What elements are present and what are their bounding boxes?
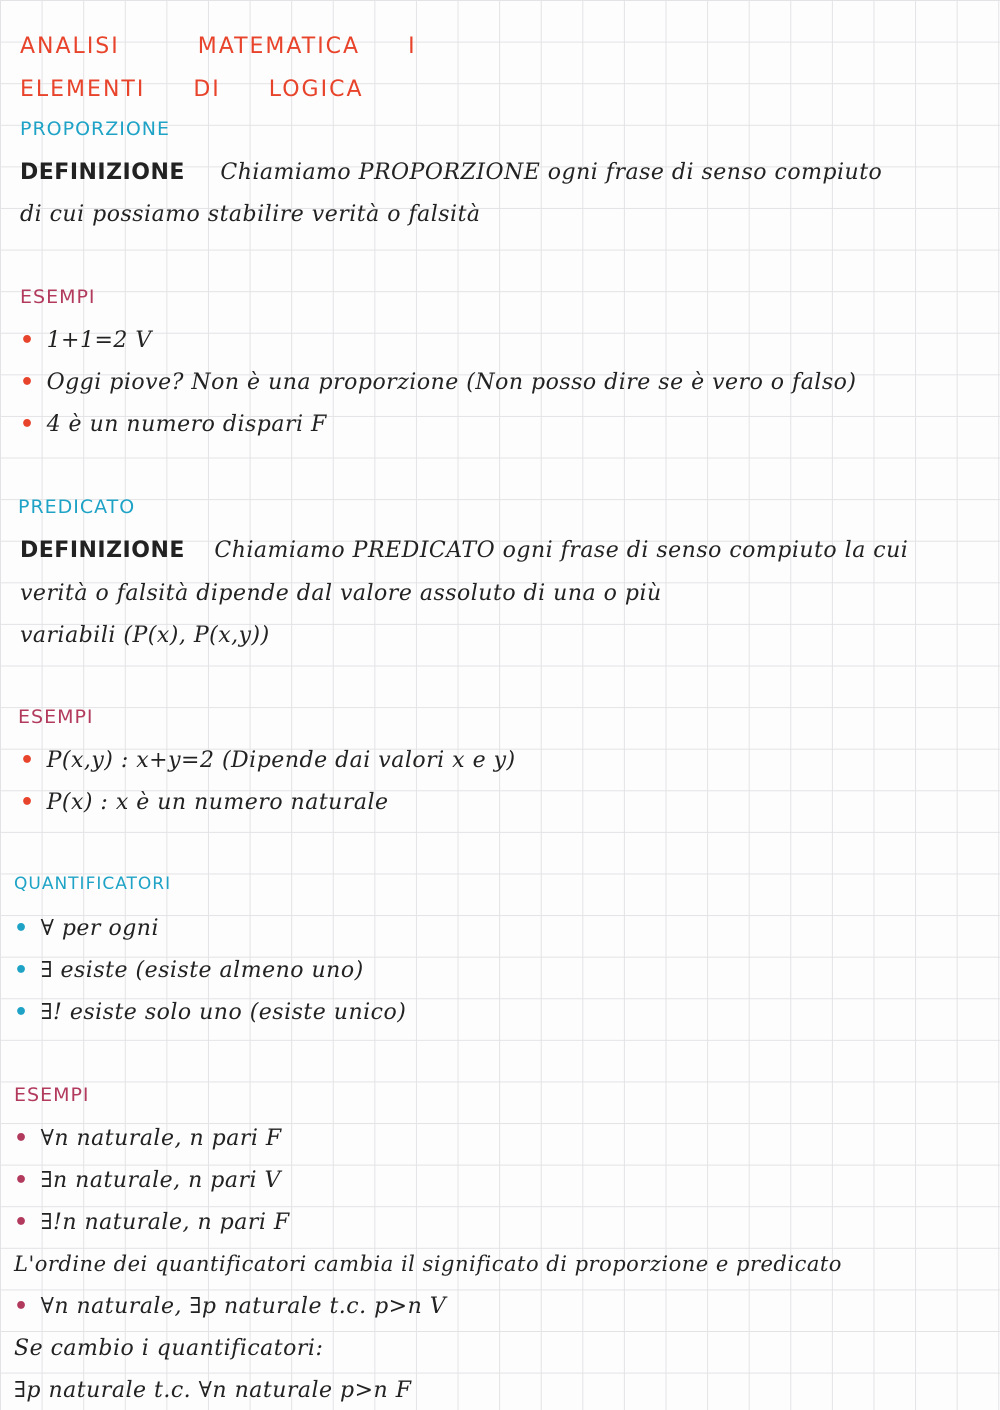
section-heading-proposizione: PROPORZIONE bbox=[20, 118, 171, 140]
bullet-icon: • bbox=[14, 1168, 29, 1193]
section-heading-esempi-2: ESEMPI bbox=[18, 706, 94, 728]
list-item bbox=[20, 792, 389, 814]
subtitle-word-elementi: ELEMENTI bbox=[20, 77, 146, 102]
definition-proposizione-line1 bbox=[20, 162, 882, 184]
list-item-text: ∃n naturale, n pari V bbox=[40, 1168, 281, 1193]
swap-example: ∃p naturale t.c. ∀n naturale p>n F bbox=[14, 1378, 412, 1403]
section-heading-esempi-3: ESEMPI bbox=[14, 1084, 90, 1106]
bullet-icon: • bbox=[20, 748, 35, 773]
list-item-text: P(x) : x è un numero naturale bbox=[46, 790, 389, 815]
bullet-icon: • bbox=[20, 328, 35, 353]
list-item bbox=[14, 1170, 281, 1192]
quantifier-order-note: L'ordine dei quantificatori cambia il significato di proporzione e predicato bbox=[14, 1252, 842, 1276]
list-item bbox=[14, 918, 159, 940]
bullet-icon: • bbox=[14, 958, 29, 983]
bullet-icon: • bbox=[14, 1294, 29, 1319]
section-heading-predicato: PREDICATO bbox=[18, 496, 136, 518]
list-item bbox=[20, 372, 856, 394]
title-word-matematica: MATEMATICA bbox=[197, 34, 361, 59]
list-item bbox=[20, 330, 152, 352]
page-subtitle bbox=[20, 79, 364, 101]
list-item-text: ∃ esiste (esiste almeno uno) bbox=[40, 958, 364, 983]
definition-text: Chiamiamo PROPORZIONE ogni frase di senso compiuto bbox=[220, 160, 883, 185]
list-item-text: 4 è un numero dispari F bbox=[46, 412, 327, 437]
definition-label: DEFINIZIONE bbox=[20, 160, 185, 185]
list-item bbox=[14, 960, 364, 982]
definition-predicato-line1 bbox=[20, 540, 908, 562]
list-item-text: 1+1=2 V bbox=[46, 328, 152, 353]
list-item-text: P(x,y) : x+y=2 (Dipende dai valori x e y) bbox=[46, 748, 516, 773]
section-heading-esempi-1: ESEMPI bbox=[20, 286, 96, 308]
list-item-text: ∀n naturale, ∃p naturale t.c. p>n V bbox=[40, 1294, 447, 1319]
list-item-text: ∀ per ogni bbox=[40, 916, 159, 941]
list-item-text: ∀n naturale, n pari F bbox=[40, 1126, 282, 1151]
list-item bbox=[14, 1296, 446, 1318]
definition-predicato-line2: verità o falsità dipende dal valore assoluto di una o più bbox=[20, 581, 662, 606]
subtitle-word-di: DI bbox=[193, 77, 221, 102]
list-item bbox=[14, 1212, 290, 1234]
list-item-text: Oggi piove? Non è una proporzione (Non posso dire se è vero o falso) bbox=[46, 370, 857, 395]
bullet-icon: • bbox=[14, 1000, 29, 1025]
bullet-icon: • bbox=[20, 370, 35, 395]
page-title bbox=[20, 36, 417, 58]
section-heading-quantificatori: QUANTIFICATORI bbox=[14, 874, 172, 894]
list-item bbox=[14, 1002, 406, 1024]
title-word-roman: I bbox=[408, 34, 417, 59]
list-item-text: ∃! esiste solo uno (esiste unico) bbox=[40, 1000, 407, 1025]
list-item-text: ∃!n naturale, n pari F bbox=[40, 1210, 290, 1235]
definition-predicato-line3: variabili (P(x), P(x,y)) bbox=[20, 623, 270, 648]
swap-note: Se cambio i quantificatori: bbox=[14, 1336, 324, 1361]
definition-text: Chiamiamo PREDICATO ogni frase di senso compiuto la cui bbox=[214, 538, 909, 563]
bullet-icon: • bbox=[14, 1126, 29, 1151]
bullet-icon: • bbox=[14, 916, 29, 941]
bullet-icon: • bbox=[20, 790, 35, 815]
bullet-icon: • bbox=[14, 1210, 29, 1235]
bullet-icon: • bbox=[20, 412, 35, 437]
list-item bbox=[14, 1128, 282, 1150]
title-word-analisi: ANALISI bbox=[20, 34, 120, 59]
definition-proposizione-line2: di cui possiamo stabilire verità o falsità bbox=[20, 202, 481, 227]
list-item bbox=[20, 414, 327, 436]
definition-label: DEFINIZIONE bbox=[20, 538, 185, 563]
list-item bbox=[20, 750, 516, 772]
subtitle-word-logica: LOGICA bbox=[268, 77, 364, 102]
